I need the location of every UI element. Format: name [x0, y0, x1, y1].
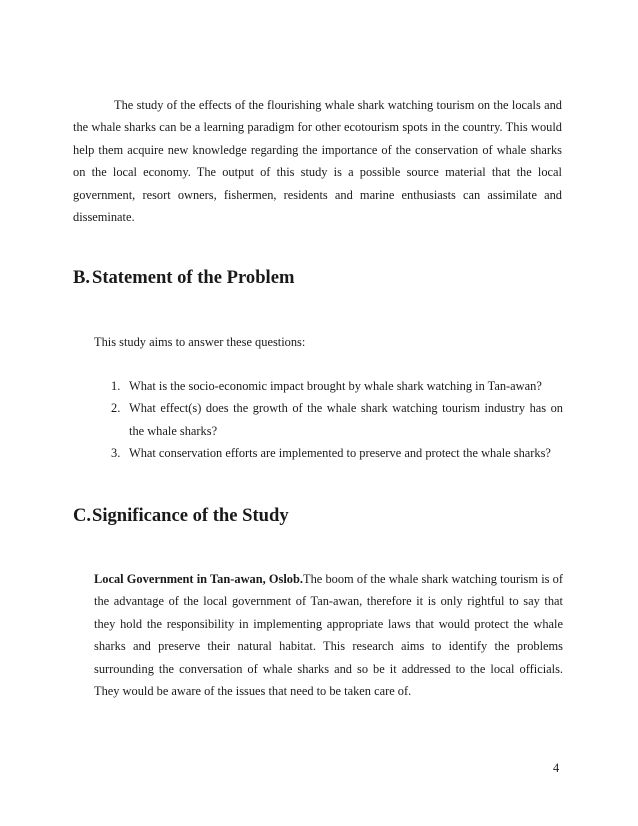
section-b-heading — [73, 267, 295, 288]
significance-body: The boom of the whale shark watching tourism is of the advantage of the local government of Tan-awan, therefore it is only rightful to say that they hold the responsibility in implementing appropriate laws that would protect the whale sharks and preserve their natural habitat. This research aims to identify the problems surrounding the conversation of whale sharks and so be it addressed to the local officials. They would be aware of the issues that need to be taken care of. — [94, 572, 563, 699]
section-c-letter: C. — [73, 505, 92, 526]
question-text: What conservation efforts are implemented to preserve and protect the whale sharks? — [129, 446, 551, 461]
significance-subtitle: Local Government in Tan-awan, Oslob. — [94, 572, 303, 586]
section-b-letter: B. — [73, 267, 91, 288]
question-number: 3. — [111, 446, 121, 461]
intro-paragraph: The study of the effects of the flourishing whale shark watching tourism on the locals and the whale sharks can be a learning paradigm for other ecotourism spots in the country. This would help them acquire new knowledge regarding the importance of the conservation of whale sharks on the local economy. The output of this study is a possible source material that the local government, resort owners, fishermen, residents and marine enthusiasts can assimilate and disseminate. — [73, 98, 562, 225]
question-text: What is the socio-economic impact brought by whale shark watching in Tan-awan? — [129, 379, 542, 393]
question-text: What effect(s) does the growth of the whale shark watching tourism industry has on the whale sharks? — [129, 401, 563, 438]
question-number: 2. — [111, 401, 121, 416]
section-c-title: Significance of the Study — [92, 505, 289, 526]
problem-question-list — [111, 375, 563, 465]
problem-lead-text: This study aims to answer these questions: — [94, 335, 306, 349]
question-number: 1. — [111, 379, 121, 393]
question-item — [111, 375, 563, 397]
section-b-title: Statement of the Problem — [92, 267, 295, 288]
question-item — [111, 442, 563, 464]
significance-paragraph — [94, 568, 563, 702]
page-number: 4 — [553, 761, 560, 775]
section-c-heading — [73, 505, 289, 526]
question-item — [111, 397, 563, 442]
